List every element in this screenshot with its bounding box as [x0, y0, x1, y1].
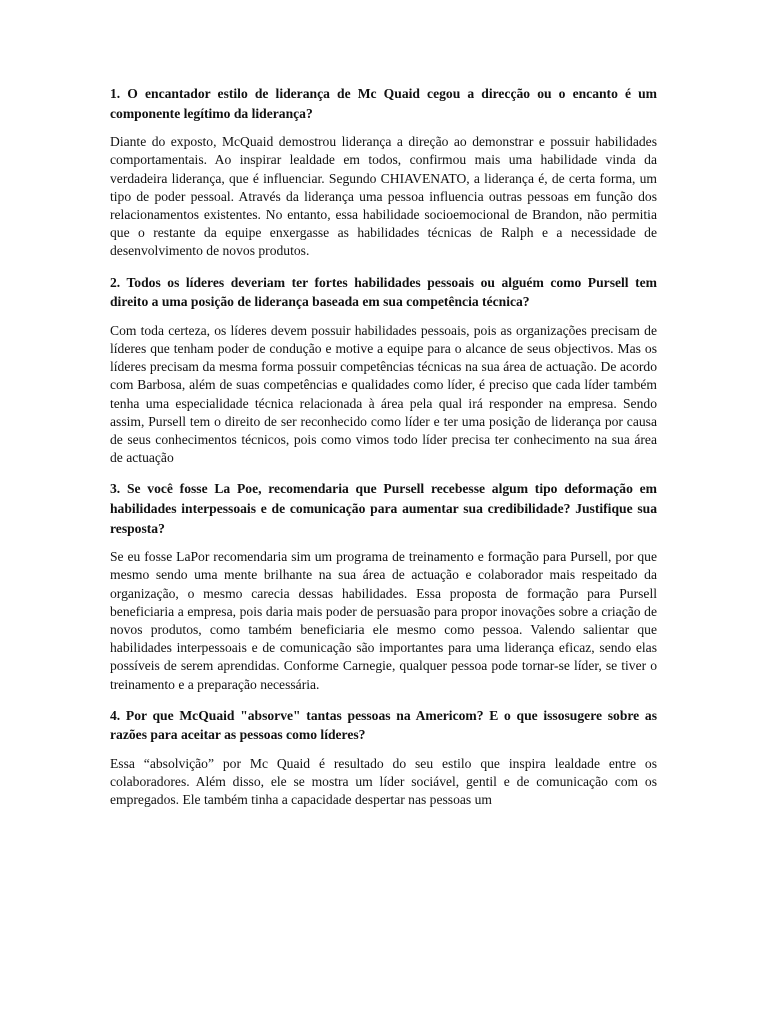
answer-4: Essa “absolvição” por Mc Quaid é resultado do seu estilo que inspira lealdade entre os colaboradores. Além disso, ele se mostra um líder sociável, gentil e de comunicação com os empregados. Ele também tinha a capacidade despertar nas pessoas um	[110, 756, 657, 808]
document-page	[110, 84, 657, 822]
question-1: 1. O encantador estilo de liderança de Mc Quaid cegou a direcção ou o encanto é um componente legítimo da liderança?	[110, 86, 657, 121]
answer-1: Diante do exposto, McQuaid demostrou liderança a direção ao demonstrar e possuir habilidades comportamentais. Ao inspirar lealdade em todos, confirmou mais uma habilidade vinda da verdadeira liderança, que é influenciar. Segundo CHIAVENATO, a liderança é, de certa forma, um tipo de poder pessoal. Através da liderança uma pessoa influencia outras pessoas em função dos relacionamentos existentes. No entanto, essa habilidade socioemocional de Brandon, não permitia que o restante da equipe enxergasse as habilidades técnicas de Ralph e a necessidade de desenvolvimento de novos produtos.	[110, 134, 657, 259]
question-4: 4. Por que McQuaid "absorve" tantas pessoas na Americom? E o que issosugere sobre as razões para aceitar as pessoas como líderes?	[110, 707, 657, 743]
question-3: 3. Se você fosse La Poe, recomendaria que Pursell recebesse algum tipo deformação em habilidades interpessoais e de comunicação para aumentar sua credibilidade? Justifique sua resposta?	[110, 481, 657, 536]
answer-2: Com toda certeza, os líderes devem possuir habilidades pessoais, pois as organizações precisam de líderes que tenham poder de condução e motive a equipe para o alcance de seus objectivos. Mas os líderes precisam da mesma forma possuir competências técnicas na sua área de actuação. De acordo com Barbosa, além de suas competências e qualidades como líder, é preciso que cada líder também tenha uma especialidade técnica relacionada à área pela qual irá responder na empresa. Sendo assim, Pursell tem o direito de ser reconhecido como líder e ter uma posição de liderança por causa de seus conhecimentos técnicos, pois como vimos todo líder precisa ter conhecimento na sua área de actuação	[110, 322, 657, 466]
question-2: 2. Todos os líderes deveriam ter fortes habilidades pessoais ou alguém como Pursell tem direito a uma posição de liderança baseada em sua competência técnica?	[110, 274, 657, 310]
answer-3: Se eu fosse LaPor recomendaria sim um programa de treinamento e formação para Pursell, por que mesmo sendo uma mente brilhante na sua área de actuação e colaborador mais respeitado da organização, o mesmo carecia dessas habilidades. Essa proposta de formação para Pursell beneficiaria a empresa, pois daria mais poder de persuasão para propor inovações sobre a criação de novos produtos, como também beneficiaria ele mesmo como pessoa. Valendo salientar que habilidades interpessoais e de comunicação são importantes para uma liderança eficaz, sendo elas possíveis de serem aprendidas. Conforme Carnegie, qualquer pessoa pode tornar-se líder, se tiver o treinamento e a preparação necessária.	[110, 549, 657, 692]
